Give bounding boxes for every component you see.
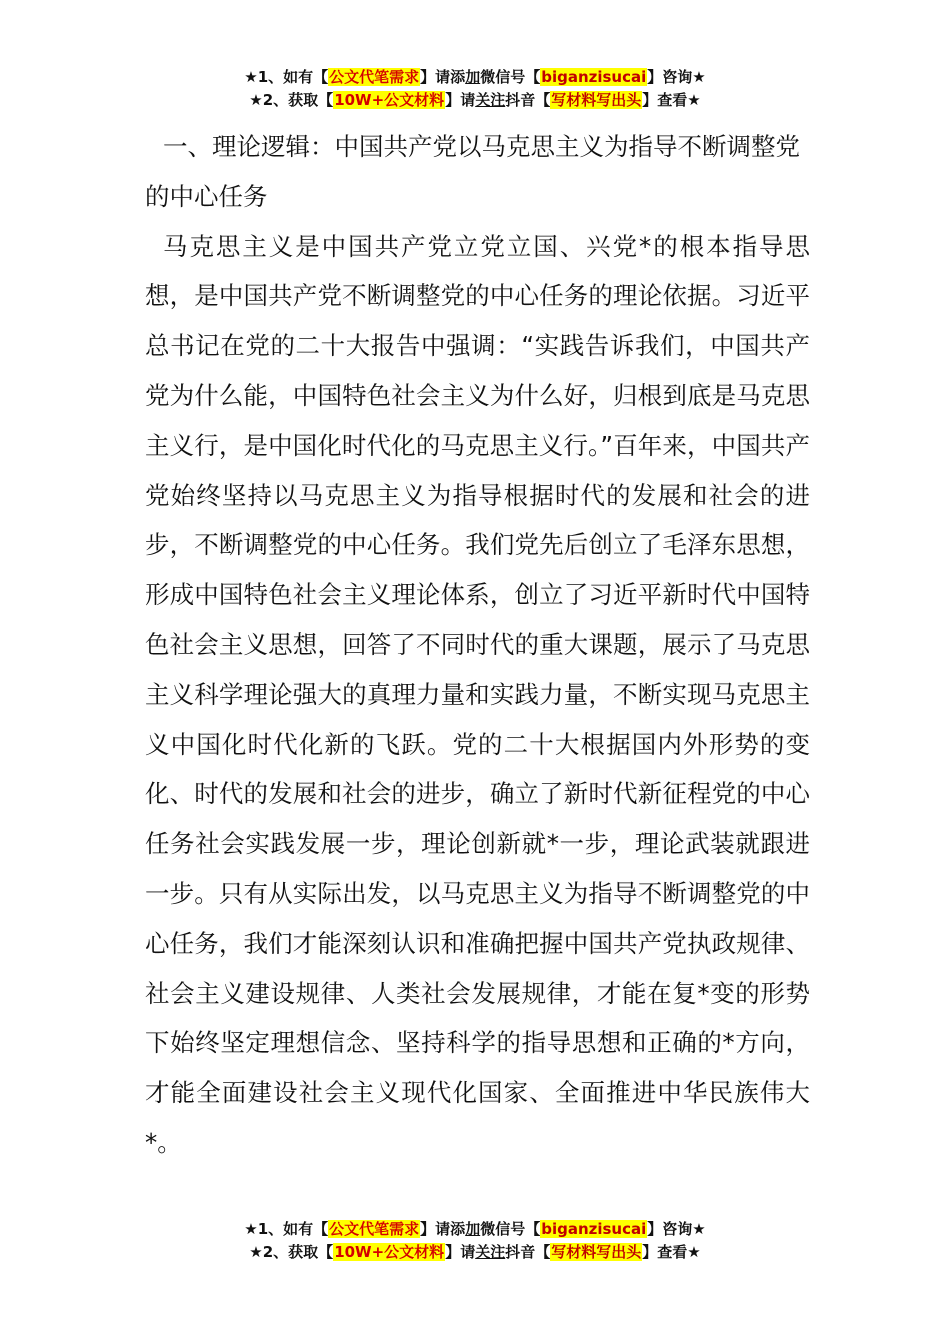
promo-text: 】请添 bbox=[420, 68, 466, 86]
promo-line-2 bbox=[0, 1241, 950, 1264]
promo-line-1 bbox=[0, 1218, 950, 1241]
promo-text: 】请添 bbox=[420, 1220, 466, 1238]
promo-text: 】请 bbox=[445, 1243, 476, 1261]
promo-text-underlined: 加 bbox=[465, 1220, 481, 1238]
section-heading: 一、理论逻辑：中国共产党以马克思主义为指导不断调整党的中心任务 bbox=[145, 132, 800, 211]
promo-highlight-wechat-id: biganzisucai bbox=[541, 1220, 647, 1238]
promo-banner-top bbox=[0, 66, 950, 112]
promo-highlight-materials: 10W+公文材料 bbox=[334, 1243, 445, 1261]
promo-text: 抖音【 bbox=[505, 91, 551, 109]
promo-text: 】咨询★ bbox=[647, 1220, 706, 1238]
promo-line-1 bbox=[0, 66, 950, 89]
promo-text: ★1、如有【 bbox=[244, 68, 329, 86]
promo-highlight-service: 公文代笔需求 bbox=[329, 68, 420, 86]
promo-text: 】咨询★ bbox=[647, 68, 706, 86]
body-paragraph: 马克思主义是中国共产党立党立国、兴党*的根本指导思想，是中国共产党不断调整党的中心任务的理论依据。习近平总书记在党的二十大报告中强调：“实践告诉我们，中国共产党为什么能，中国特色社会主义为什么好，归根到底是马克思主义行，是中国化时代化的马克思主义行。”百年来，中国共产党始终坚持以马克思主义为指导根据时代的发展和社会的进步，不断调整党的中心任务。我们党先后创立了毛泽东思想，形成中国特色社会主义理论体系，创立了习近平新时代中国特色社会主义思想，回答了不同时代的重大课题，展示了马克思主义科学理论强大的真理力量和实践力量，不断实现马克思主义中国化时代化新的飞跃。党的二十大根据国内外形势的变化、时代的发展和社会的进步，确立了新时代新征程党的中心任务社会实践发展一步，理论创新就*一步，理论武装就跟进一步。只有从实际出发，以马克思主义为指导不断调整党的中心任务，我们才能深刻认识和准确把握中国共产党执政规律、社会主义建设规律、人类社会发展规律，才能在复*变的形势下始终坚定理想信念、坚持科学的指导思想和正确的*方向，才能全面建设社会主义现代化国家、全面推进中华民族伟大*。 bbox=[145, 231, 810, 1157]
promo-line-2 bbox=[0, 89, 950, 112]
promo-text-underlined: 加 bbox=[465, 68, 481, 86]
promo-text: 】请 bbox=[445, 91, 476, 109]
promo-text: 抖音【 bbox=[505, 1243, 551, 1261]
promo-text-underlined: 关注 bbox=[475, 91, 506, 109]
promo-highlight-service: 公文代笔需求 bbox=[329, 1220, 420, 1238]
document-body bbox=[145, 122, 810, 1168]
promo-text-underlined: 关注 bbox=[475, 1243, 506, 1261]
promo-banner-bottom bbox=[0, 1218, 950, 1264]
promo-highlight-materials: 10W+公文材料 bbox=[334, 91, 445, 109]
promo-text: 微信号【 bbox=[480, 68, 541, 86]
promo-text: ★2、获取【 bbox=[249, 91, 334, 109]
promo-highlight-douyin-account: 写材料写出头 bbox=[551, 1243, 642, 1261]
promo-highlight-wechat-id: biganzisucai bbox=[541, 68, 647, 86]
promo-text: 】查看★ bbox=[642, 1243, 701, 1261]
promo-highlight-douyin-account: 写材料写出头 bbox=[551, 91, 642, 109]
promo-text: 微信号【 bbox=[480, 1220, 541, 1238]
promo-text: ★2、获取【 bbox=[249, 1243, 334, 1261]
promo-text: 】查看★ bbox=[642, 91, 701, 109]
promo-text: ★1、如有【 bbox=[244, 1220, 329, 1238]
